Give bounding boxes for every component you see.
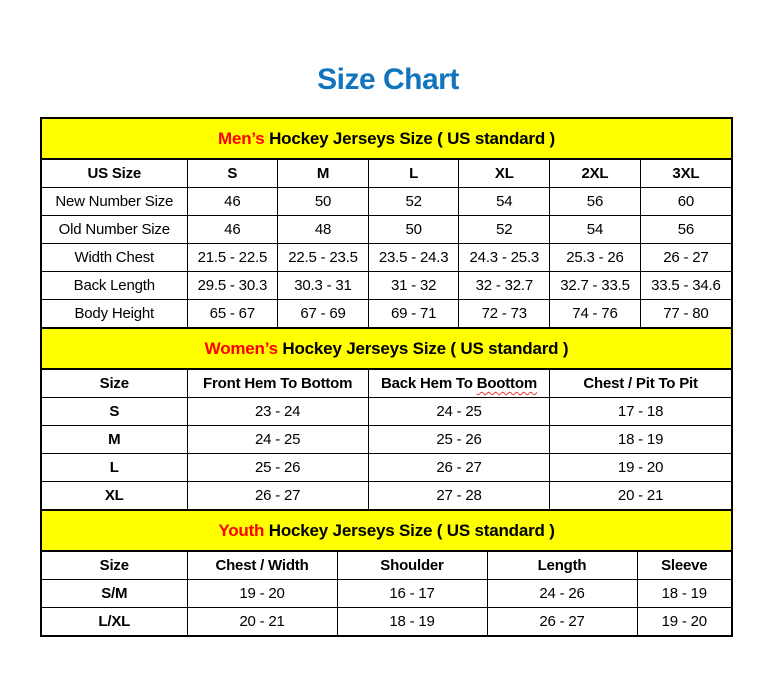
- misspelled-word: Boottom: [476, 375, 537, 392]
- size-value-cell: 56: [550, 188, 641, 216]
- row-label-cell: M: [42, 426, 187, 454]
- size-value-cell: 25 - 26: [368, 426, 549, 454]
- youth-section: [42, 509, 731, 635]
- mens-size-table: [42, 160, 731, 327]
- size-value-cell: 52: [459, 216, 550, 244]
- size-value-cell: 48: [278, 216, 369, 244]
- size-value-cell: 69 - 71: [368, 300, 459, 328]
- column-header-prefix: Back Hem To: [381, 375, 477, 392]
- row-label-cell: New Number Size: [42, 188, 187, 216]
- column-header: Shoulder: [337, 552, 487, 580]
- column-header: US Size: [42, 160, 187, 188]
- table-row: [42, 398, 731, 426]
- column-header: Chest / Pit To Pit: [550, 370, 731, 398]
- size-value-cell: 24 - 26: [487, 580, 637, 608]
- size-value-cell: 24 - 25: [368, 398, 549, 426]
- size-value-cell: 50: [368, 216, 459, 244]
- column-header: Chest / Width: [187, 552, 337, 580]
- youth-banner-accent: Youth: [218, 521, 265, 540]
- row-label-cell: S/M: [42, 580, 187, 608]
- womens-header-row: [42, 370, 731, 398]
- mens-banner-accent: Men’s: [218, 129, 265, 148]
- size-value-cell: 18 - 19: [337, 608, 487, 636]
- table-row: [42, 216, 731, 244]
- size-value-cell: 77 - 80: [663, 305, 709, 322]
- row-label-cell: XL: [42, 482, 187, 510]
- size-value-cell: 46: [187, 216, 278, 244]
- mens-table-banner: [42, 119, 731, 160]
- size-value-cell: 26 - 27: [487, 608, 637, 636]
- column-header: 3XL: [640, 160, 731, 188]
- size-value-cell: 31 - 32: [368, 272, 459, 300]
- size-value-cell: 60: [640, 188, 731, 216]
- page-title: Size Chart: [317, 63, 459, 96]
- table-row: [42, 244, 731, 272]
- size-value-cell: 20 - 21: [617, 487, 664, 504]
- size-value-cell: 24 - 25: [187, 426, 368, 454]
- table-row: [42, 580, 731, 608]
- column-header: L: [368, 160, 459, 188]
- womens-table-banner: [42, 327, 731, 370]
- womens-banner-accent: Women’s: [204, 339, 278, 358]
- column-header: Size: [42, 552, 187, 580]
- column-header: XL: [459, 160, 550, 188]
- size-value-cell: 27 - 28: [368, 482, 549, 510]
- size-value-cell: 32.7 - 33.5: [550, 272, 641, 300]
- size-value-cell: 29.5 - 30.3: [187, 272, 278, 300]
- table-row: [42, 482, 731, 510]
- mens-header-row: [42, 160, 731, 188]
- womens-banner-text: Hockey Jerseys Size ( US standard ): [277, 339, 569, 358]
- size-value-cell: 21.5 - 22.5: [187, 244, 278, 272]
- size-value-cell: 16 - 17: [337, 580, 487, 608]
- size-value-cell: 54: [550, 216, 641, 244]
- column-header: M: [278, 160, 369, 188]
- size-value-cell: 17 - 18: [550, 398, 731, 426]
- table-row: [42, 426, 731, 454]
- row-label-cell: L/XL: [42, 608, 187, 636]
- size-value-cell: 22.5 - 23.5: [278, 244, 369, 272]
- size-value-cell: 67 - 69: [278, 300, 369, 328]
- size-value-cell: 46: [187, 188, 278, 216]
- row-label-cell: Back Length: [42, 272, 187, 300]
- table-row: [42, 188, 731, 216]
- mens-section: [42, 119, 731, 327]
- table-row: [42, 300, 731, 328]
- size-value-cell: 26 - 27: [368, 454, 549, 482]
- table-row: [42, 454, 731, 482]
- size-value-cell: 18 - 19: [637, 580, 731, 608]
- size-value-cell: 23 - 24: [187, 398, 368, 426]
- size-value-cell: 23.5 - 24.3: [368, 244, 459, 272]
- row-label-cell: Old Number Size: [42, 216, 187, 244]
- size-value-cell: 54: [459, 188, 550, 216]
- size-value-cell: 32 - 32.7: [459, 272, 550, 300]
- column-header: S: [187, 160, 278, 188]
- size-value-cell: 25.3 - 26: [550, 244, 641, 272]
- size-value-cell: 19 - 20: [661, 613, 707, 630]
- column-header: 2XL: [550, 160, 641, 188]
- size-value-cell: 65 - 67: [187, 300, 278, 328]
- row-label-cell: Body Height: [42, 300, 187, 328]
- column-header: Front Hem To Bottom: [187, 370, 368, 398]
- column-header: Sleeve: [637, 552, 731, 580]
- column-header: [368, 370, 549, 398]
- table-row: [42, 608, 731, 636]
- size-value-cell: 30.3 - 31: [278, 272, 369, 300]
- youth-table-banner: [42, 509, 731, 552]
- table-row: [42, 272, 731, 300]
- size-value-cell: 19 - 20: [550, 454, 731, 482]
- size-value-cell: 50: [278, 188, 369, 216]
- size-value-cell: 52: [368, 188, 459, 216]
- womens-size-table: [42, 370, 731, 509]
- column-header: Length: [487, 552, 637, 580]
- size-value-cell: 25 - 26: [187, 454, 368, 482]
- size-value-cell: 72 - 73: [459, 300, 550, 328]
- column-header: Size: [42, 370, 187, 398]
- youth-banner-text: Hockey Jerseys Size ( US standard ): [264, 521, 555, 540]
- womens-section: [42, 327, 731, 509]
- youth-header-row: [42, 552, 731, 580]
- size-value-cell: 56: [640, 216, 731, 244]
- size-value-cell: 33.5 - 34.6: [640, 272, 731, 300]
- size-chart: [40, 117, 733, 637]
- size-value-cell: 26 - 27: [640, 244, 731, 272]
- size-value-cell: 18 - 19: [550, 426, 731, 454]
- size-value-cell: 24.3 - 25.3: [459, 244, 550, 272]
- row-label-cell: S: [42, 398, 187, 426]
- row-label-cell: Width Chest: [42, 244, 187, 272]
- row-label-cell: L: [42, 454, 187, 482]
- size-value-cell: 19 - 20: [187, 580, 337, 608]
- size-value-cell: 20 - 21: [187, 608, 337, 636]
- size-value-cell: 26 - 27: [187, 482, 368, 510]
- size-value-cell: 74 - 76: [550, 300, 641, 328]
- youth-size-table: [42, 552, 731, 635]
- mens-banner-text: Hockey Jerseys Size ( US standard ): [264, 129, 555, 148]
